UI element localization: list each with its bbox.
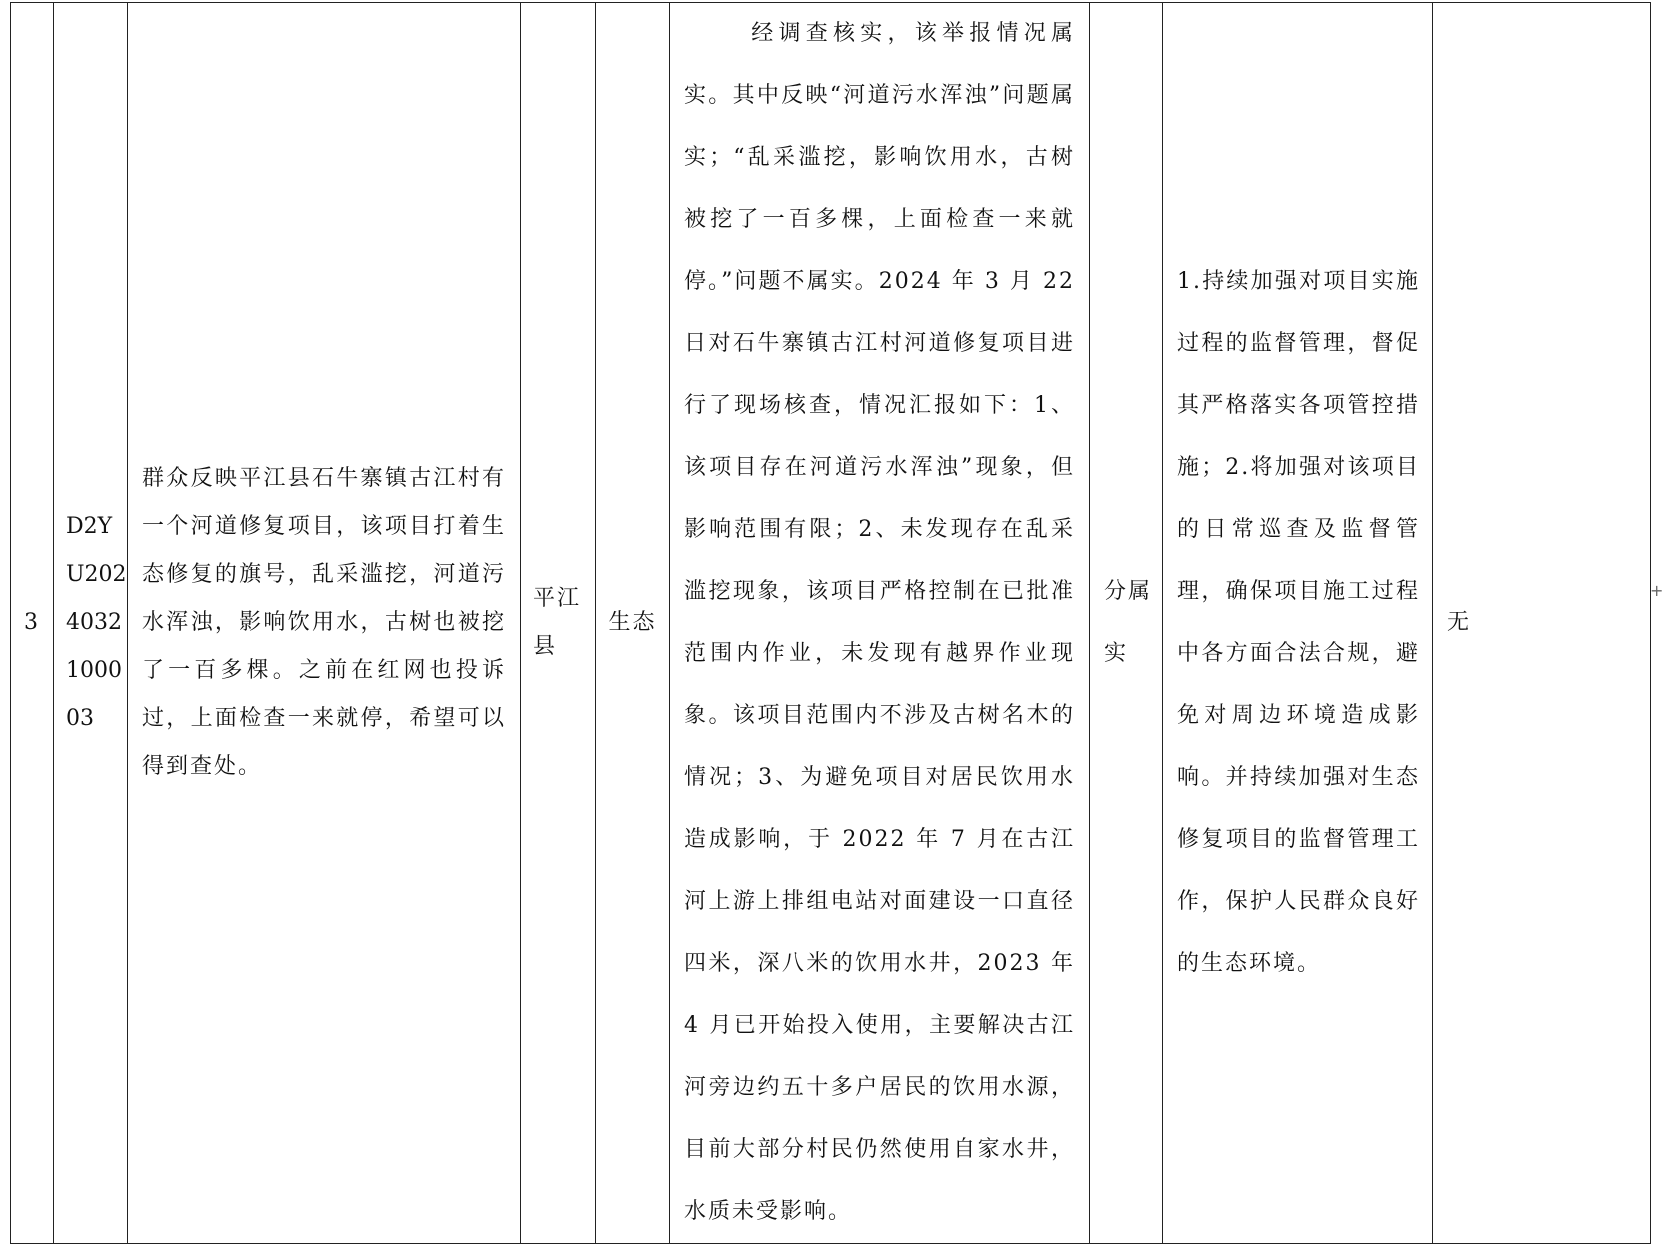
county-name: 平江县: [533, 586, 582, 659]
case-code: D2YU2024032100003: [66, 514, 127, 731]
table-row: [11, 3, 1651, 1244]
row-index: 3: [24, 610, 40, 635]
accountability-cell: [1433, 3, 1651, 1244]
investigation-cell: [670, 3, 1090, 1244]
investigation-result-text: 经调查核实，该举报情况属实。其中反映“河道污水浑浊”问题属实；“乱采滥挖，影响饮用水，古树被挖了一百多棵，上面检查一来就停。”问题不属实。2024 年 3 月 22 日对石牛寨镇古江村河道修复项目进行了现场核查，情况汇报如下：1、该项目存在河道污水浑浊”现象，但影响范围有限；2、未发现存在乱采滥挖现象，该项目严格控制在已批准范围内作业，未发现有越界作业现象。该项目范围内不涉及古树名木的情况；3、为避免项目对居民饮用水造成影响，于 2022 年 7 月在古江河上游上排组电站对面建设一口直径四米，深八米的饮用水井，2023 年 4 月已开始投入使用，主要解决古江河旁边约五十多户居民的饮用水源，目前大部分村民仍然使用自家水井，水质未受影响。: [684, 21, 1075, 1224]
rectification-cell: [1163, 3, 1433, 1244]
index-cell: [11, 3, 54, 1244]
rectification-text: 1.持续加强对项目实施过程的监督管理，督促其严格落实各项管控措施；2.将加强对该项目的日常巡查及监督管理，确保项目施工过程中各方面合法合规，避免对周边环境造成影响。并持续加强对生态修复项目的监督管理工作，保护人民群众良好的生态环境。: [1177, 269, 1420, 976]
investigation-result: [670, 3, 1089, 1243]
accountability-text: 无: [1447, 610, 1472, 635]
category-label: 生态: [608, 610, 657, 635]
category-cell: [596, 3, 670, 1244]
complaint-text: 群众反映平江县石牛寨镇古江村有一个河道修复项目，该项目打着生态修复的旗号，乱采滥挖，河道污水浑浊，影响饮用水，古树也被挖了一百多棵。之前在红网也投诉过，上面检查一来就停，希望可以得到查处。: [142, 466, 506, 779]
verdict-label: 分属实: [1104, 579, 1153, 666]
complaint-cell: [128, 3, 521, 1244]
case-table: [10, 2, 1651, 1244]
county-cell: [521, 3, 596, 1244]
table-handle-icon[interactable]: +: [1650, 581, 1663, 600]
case-code-cell: [54, 3, 128, 1244]
verdict-cell: [1090, 3, 1163, 1244]
